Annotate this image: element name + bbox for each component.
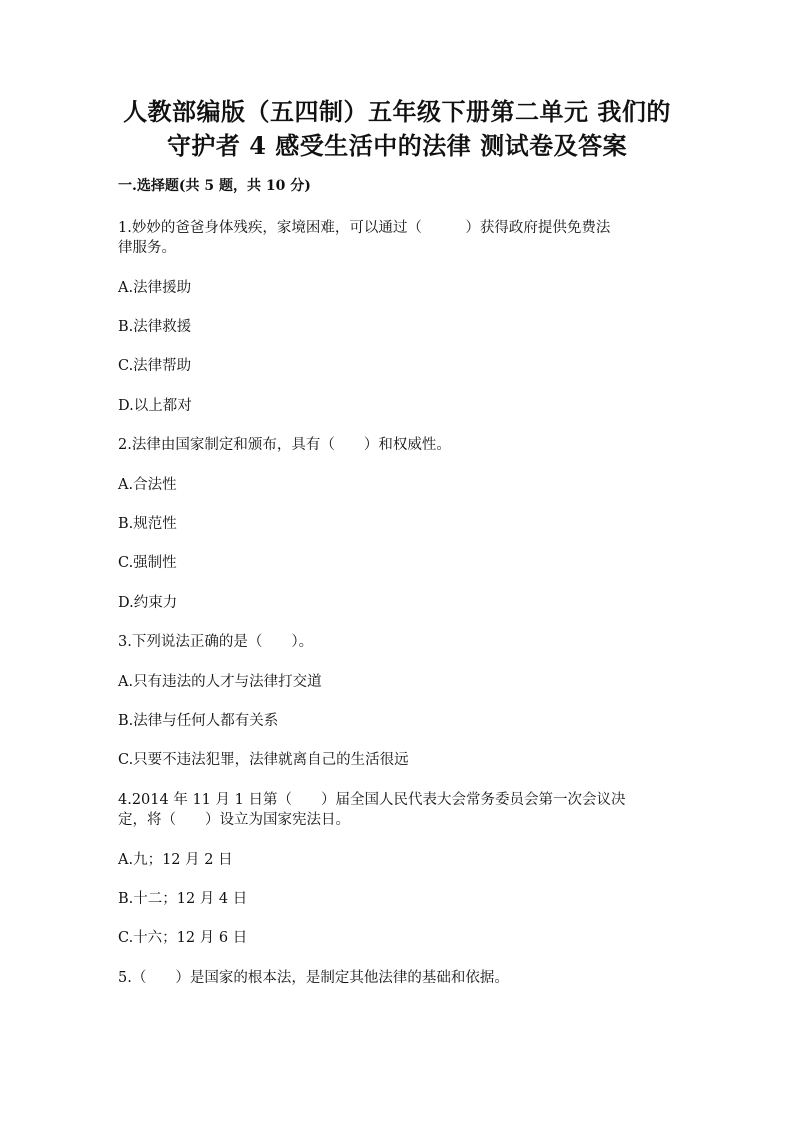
- question-3-stem-line-1: 3.下列说法正确的是（ ）。: [118, 634, 314, 650]
- question-4-option-a: A.九；12 月 2 日: [118, 852, 233, 868]
- question-1-option-a: A.法律援助: [118, 280, 192, 296]
- question-5-stem-line-1: 5.（ ）是国家的根本法，是制定其他法律的基础和依据。: [118, 970, 509, 986]
- question-2-option-d: D.约束力: [118, 595, 178, 611]
- question-3-option-b: B.法律与任何人都有关系: [118, 713, 279, 729]
- question-4-stem-line-1: 4.2014 年 11 月 1 日第（ ）届全国人民代表大会常务委员会第一次会议决: [118, 792, 626, 808]
- question-2-option-a: A.合法性: [118, 477, 177, 493]
- question-1-option-d: D.以上都对: [118, 398, 192, 414]
- question-1-option-c: C.法律帮助: [118, 358, 192, 374]
- question-2-option-c: C.强制性: [118, 555, 177, 571]
- question-2-option-b: B.规范性: [118, 516, 177, 532]
- document-title-line-1: 人教部编版（五四制）五年级下册第二单元 我们的: [123, 97, 671, 126]
- question-4-option-c: C.十六；12 月 6 日: [118, 930, 248, 946]
- question-4-stem-line-2: 定，将（ ）设立为国家宪法日。: [118, 812, 350, 828]
- document-title-line-2: 守护者 4 感受生活中的法律 测试卷及答案: [166, 131, 628, 160]
- question-1-option-b: B.法律救援: [118, 319, 192, 335]
- question-2-stem-line-1: 2.法律由国家制定和颁布，具有（ ）和权威性。: [118, 437, 451, 453]
- section-heading: 一.选择题(共 5 题，共 10 分): [118, 178, 311, 194]
- question-1-stem-line-2: 律服务。: [118, 240, 176, 256]
- question-1-stem-line-1: 1.妙妙的爸爸身体残疾，家境困难，可以通过（ ）获得政府提供免费法: [118, 220, 611, 236]
- question-3-option-c: C.只要不违法犯罪，法律就离自己的生活很远: [118, 752, 409, 768]
- question-3-option-a: A.只有违法的人才与法律打交道: [118, 674, 322, 690]
- question-4-option-b: B.十二；12 月 4 日: [118, 891, 248, 907]
